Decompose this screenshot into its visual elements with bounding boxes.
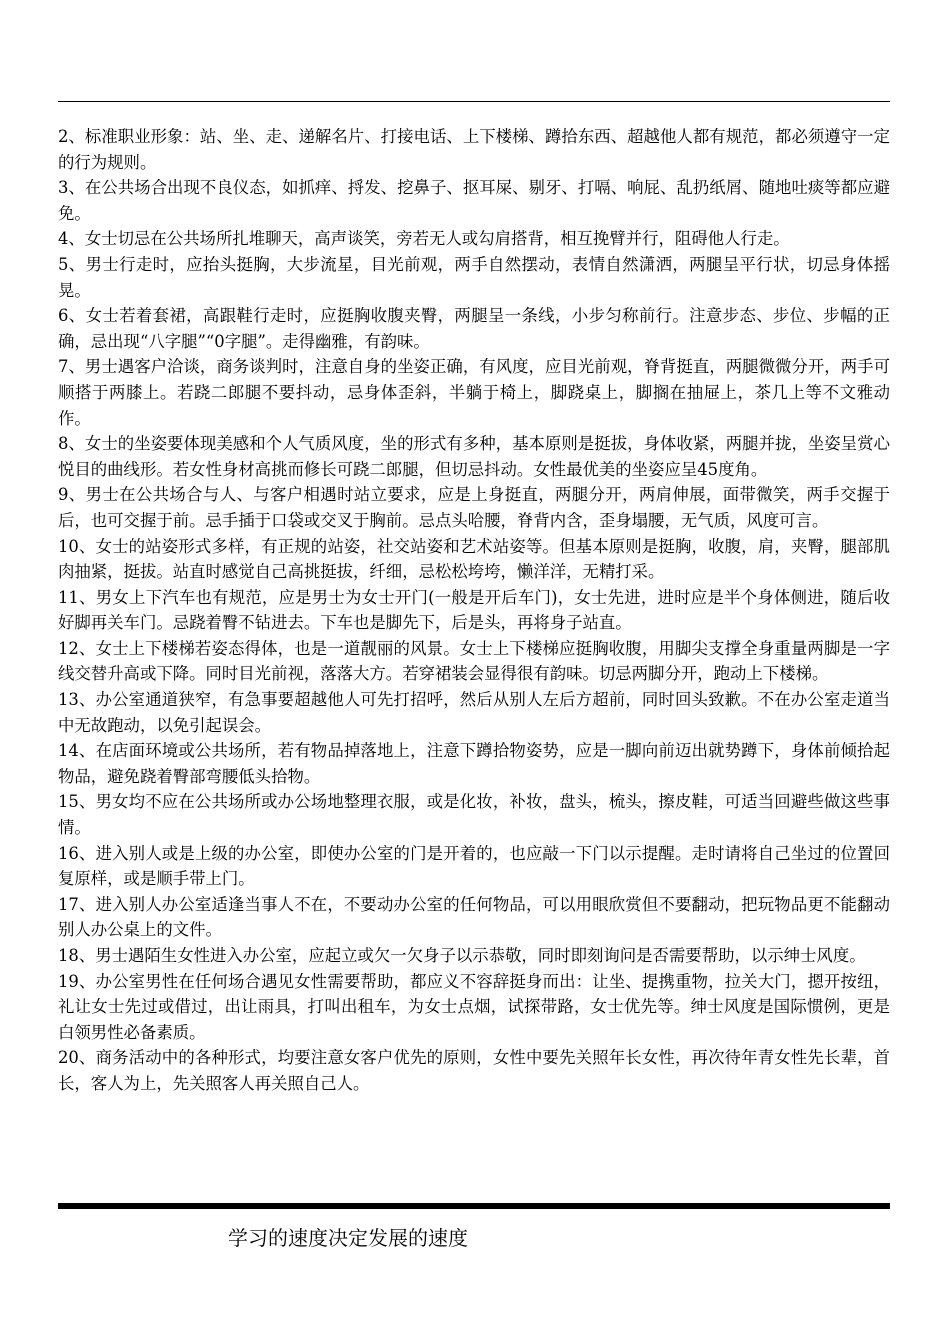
paragraph-19: 19、办公室男性在任何场合遇见女性需要帮助，都应义不容辞挺身而出：让坐、提携重物，拉关大门，摁开按纽，礼让女士先过或借过，出让雨具，打叫出租车，为女士点烟，试探带路，女士优先等。绅士风度是国际惯例，更是白领男性必备素质。	[58, 971, 890, 1042]
paragraph-20: 20、商务活动中的各种形式，均要注意女客户优先的原则，女性中要先关照年长女性，再次待年青女性先长辈，首长，客人为上，先关照客人再关照自己人。	[58, 1048, 890, 1093]
paragraph-4: 4、女士切忌在公共场所扎堆聊天，高声谈笑，旁若无人或勾肩搭背，相互挽臂并行，阻碍他人行走。	[58, 229, 790, 249]
paragraph-12: 12、女士上下楼梯若姿态得体，也是一道靓丽的风景。女士上下楼梯应挺胸收腹，用脚尖支撑全身重量两脚是一字线交替升高或下降。同时目光前视，落落大方。若穿裙装会显得很有韵味。切忌两脚分开，跑动上下楼梯。	[58, 638, 890, 684]
paragraph-6: 6、女士若着套裙，高跟鞋行走时，应挺胸收腹夹臀，两腿呈一条线，小步匀称前行。注意步态、步位、步幅的正确，忌出现“八字腿”“0字腿”。走得幽雅，有韵味。	[58, 306, 890, 351]
header-rule	[58, 101, 890, 102]
paragraph-13: 13、办公室通道狭窄，有急事要超越他人可先打招呼，然后从别人左后方超前，同时回头致歉。不在办公室走道当中无故跑动，以免引起误会。	[58, 690, 890, 735]
paragraph-9: 9、男士在公共场合与人、与客户相遇时站立要求，应是上身挺直，两腿分开，两肩伸展，面带微笑，两手交握于后，也可交握于前。忌手插于口袋或交叉于胸前。忌点头哈腰，脊背内含，歪身塌腰，无气质，风度可言。	[58, 485, 890, 530]
paragraph-2: 2、标准职业形象：站、坐、走、递解名片、打接电话、上下楼梯、蹲拾东西、超越他人都有规范，都必须遵守一定的行为规则。	[58, 127, 890, 172]
paragraph-11: 11、男女上下汽车也有规范，应是男士为女士开门(一般是开后车门)，女士先进，进时应是半个身体侧进，随后收好脚再关车门。忌跷着臀不钻进去。下车也是脚先下，后是头，再将身子站直。	[58, 587, 890, 633]
footer-rule	[58, 1203, 890, 1209]
paragraph-8: 8、女士的坐姿要体现美感和个人气质风度，坐的形式有多种，基本原则是挺拔，身体收紧，两腿并拢，坐姿呈赏心悦目的曲线形。若女性身材高挑而修长可跷二郎腿，但切忌抖动。女性最优美的坐姿应呈45度角。	[58, 434, 890, 479]
paragraph-10: 10、女士的站姿形式多样，有正规的站姿，社交站姿和艺术站姿等。但基本原则是挺胸，收腹，肩，夹臀，腿部肌肉抽紧，挺拔。站直时感觉自己高挑挺拔，纤细，忌松松垮垮，懒洋洋，无精打采。	[58, 536, 890, 582]
paragraph-16: 16、进入别人或是上级的办公室，即使办公室的门是开着的，也应敲一下门以示提醒。走时请将自己坐过的位置回复原样，或是顺手带上门。	[58, 843, 890, 889]
document-body	[58, 124, 890, 1097]
paragraph-17: 17、进入别人办公室适逢当事人不在，不要动办公室的任何物品，可以用眼欣赏但不要翻动，把玩物品更不能翻动别人办公桌上的文件。	[58, 894, 890, 940]
footer-slogan: 学习的速度决定发展的速度	[228, 1226, 468, 1250]
paragraph-5: 5、男士行走时，应抬头挺胸，大步流星，目光前观，两手自然摆动，表情自然潇洒，两腿呈平行状，切忌身体摇晃。	[58, 254, 890, 300]
paragraph-18: 18、男士遇陌生女性进入办公室，应起立或欠一欠身子以示恭敬，同时即刻询问是否需要帮助，以示绅士风度。	[58, 946, 866, 965]
paragraph-3: 3、在公共场合出现不良仪态，如抓痒、捋发、挖鼻子、抠耳屎、剔牙、打嗝、响屁、乱扔纸屑、随地吐痰等都应避免。	[58, 178, 890, 223]
paragraph-14: 14、在店面环境或公共场所，若有物品掉落地上，注意下蹲拾物姿势，应是一脚向前迈出就势蹲下，身体前倾拾起物品，避免跷着臀部弯腰低头拾物。	[58, 741, 890, 786]
paragraph-15: 15、男女均不应在公共场所或办公场地整理衣服，或是化妆，补妆，盘头，梳头，擦皮鞋，可适当回避些做这些事情。	[58, 792, 890, 838]
paragraph-7: 7、男士遇客户洽谈，商务谈判时，注意自身的坐姿正确，有风度，应目光前观，脊背挺直，两腿微微分开，两手可顺搭于两膝上。若跷二郎腿不要抖动，忌身体歪斜，半躺于椅上，脚跷桌上，脚搁在抽屉上，茶几上等不文雅动作。	[58, 357, 890, 428]
